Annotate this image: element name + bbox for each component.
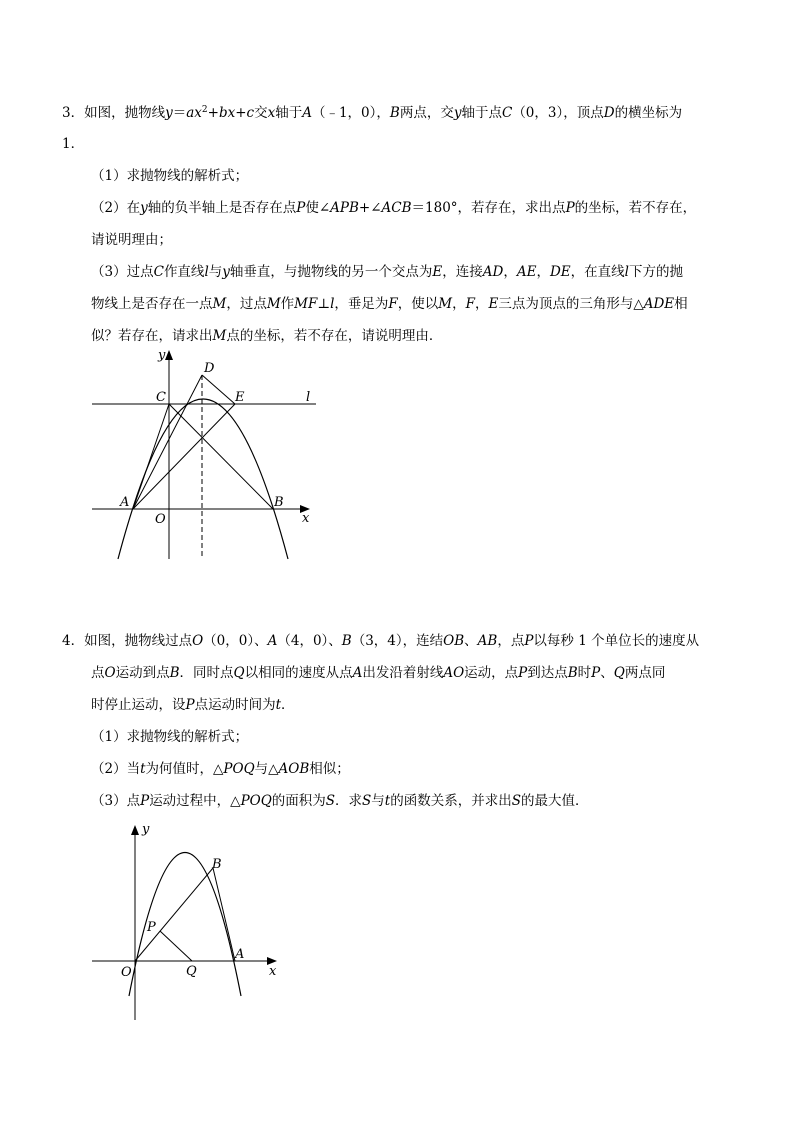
p3-figure	[88, 347, 318, 562]
p3-label-B: B	[274, 495, 284, 510]
p3-label-l: l	[306, 390, 311, 405]
p4-question-1: （1）求抛物线的解析式；	[91, 729, 249, 745]
p4-label-P: P	[147, 920, 156, 935]
p4-parabola	[129, 853, 241, 997]
p4-segment-OB	[135, 868, 213, 961]
p4-label-y: y	[142, 822, 150, 837]
p4-segment-PQ	[160, 931, 192, 961]
p3-label-A: A	[120, 495, 130, 510]
p3-label-y: y	[158, 348, 166, 363]
p3-question-3-line2: 物线上是否存在一点M，过点M作MF⊥l，垂足为F，使以M，F，E三点为顶点的三角形与△ADE相	[91, 296, 688, 312]
p4-y-axis-arrow	[131, 825, 139, 835]
p3-intro-line1: 3．如图，抛物线$y=ax^2+bx+c$交x轴于A（﹣1，0），B两点，交y轴于点C（0，3），顶点D的横坐标为	[62, 105, 683, 121]
p4-label-A: A	[235, 947, 245, 962]
p3-intro-line2: 1．	[62, 136, 85, 152]
p3-label-x: x	[302, 511, 310, 526]
p3-segment-AC	[133, 404, 169, 509]
p3-label-O: O	[155, 512, 166, 527]
p4-question-2: （2）当t为何值时，△POQ与△AOB相似；	[91, 761, 350, 777]
p4-question-3: （3）点P运动过程中，△POQ的面积为S．求S与t的函数关系，并求出S的最大值．	[91, 793, 589, 809]
p4-segment-AB	[213, 868, 235, 961]
p4-label-Q: Q	[186, 964, 197, 979]
p3-y-axis-arrow	[165, 350, 173, 360]
p3-label-C: C	[156, 390, 166, 405]
p3-label-D: D	[204, 361, 215, 376]
p4-intro-line1: 4．如图，抛物线过点O（0，0）、A（4，0）、B（3，4），连结OB、AB，点P以每秒 1 个单位长的速度从	[62, 633, 700, 649]
p3-question-3-line3: 似？若存在，请求出M点的坐标，若不存在，请说明理由．	[91, 328, 443, 344]
p4-label-B: B	[212, 857, 222, 872]
p3-question-3-line1: （3）过点C作直线l与y轴垂直，与抛物线的另一个交点为E，连接AD，AE，DE，在直线l下方的抛	[91, 264, 683, 280]
p3-question-2-line2: 请说明理由；	[91, 232, 172, 248]
p3-segment-AD	[133, 375, 202, 509]
p4-label-O: O	[121, 965, 132, 980]
p4-label-x: x	[269, 964, 277, 979]
p4-intro-line2: 点O运动到点B．同时点Q以相同的速度从点A出发沿着射线AO运动，点P到达点B时P、Q两点同	[91, 665, 666, 681]
p4-intro-line3: 时停止运动，设P点运动时间为t．	[91, 697, 295, 713]
p3-question-2-line1: （2）在y轴的负半轴上是否存在点P使∠APB+∠ACB＝180°，若存在，求出点P的坐标，若不存在，	[91, 200, 697, 216]
p3-label-E: E	[235, 390, 245, 405]
p4-figure	[88, 818, 288, 1023]
p3-question-1: （1）求抛物线的解析式；	[91, 168, 249, 184]
